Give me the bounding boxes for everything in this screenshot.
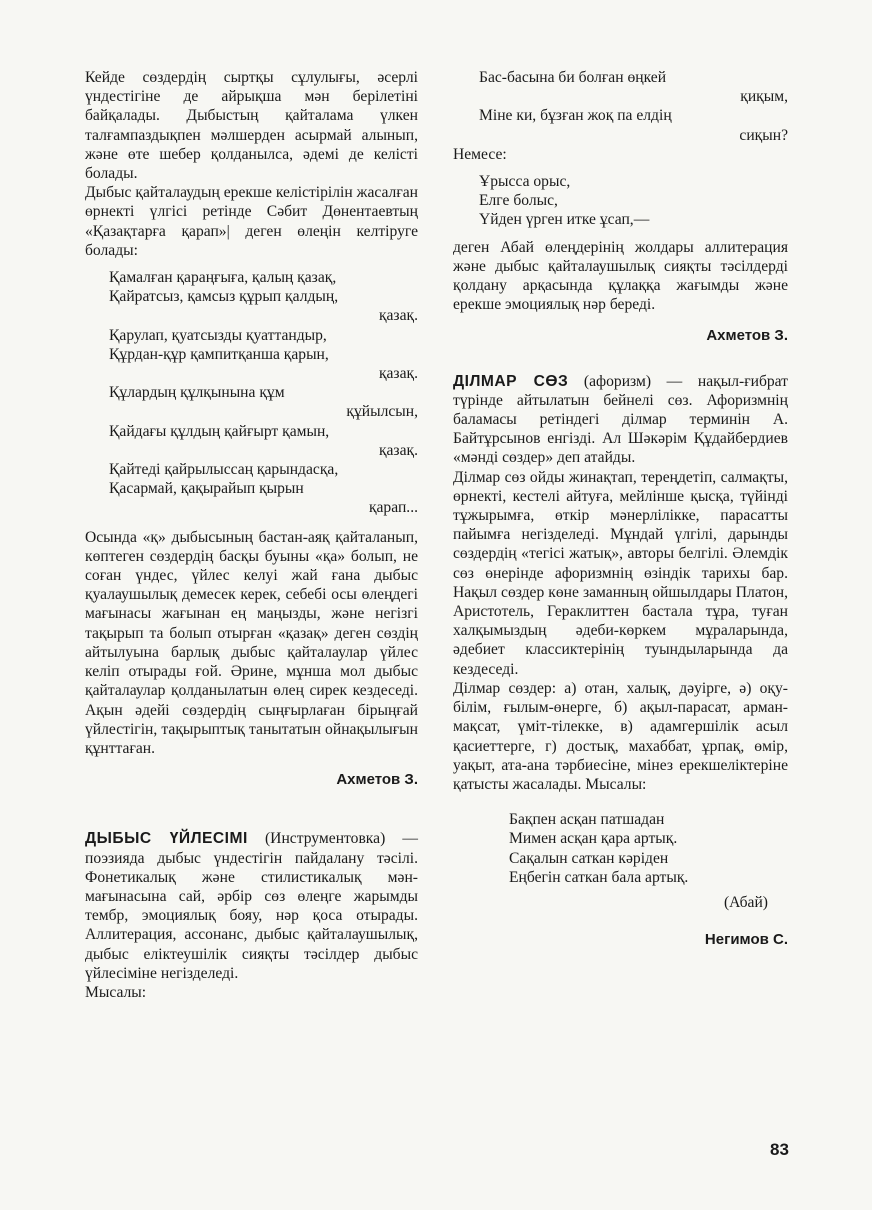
verse-line: сиқын? [739,126,788,144]
verse-line: Қайтеді қайрылыссаң қарындасқа, [109,461,339,479]
verse-line: Қайдағы құлдың қайғырт қамын, [109,422,330,440]
verse-line: Елге болыс, [479,192,558,210]
entry-definition: (афоризм) — нақыл-ғибрат түрінде айтылатын бейнелі сөз. Афоризмнің баламасы ретіндегі ділмар терминін А. Байтұрсынов енгізді. Ал Шәкәрім Құдайбердиев «мәнді сөздер» деп атайды. [453,372,789,467]
author-signature: Негимов С. [704,931,788,949]
paragraph: деген Абай өлеңдерінің жолдары аллитерация және дыбыс қайталаушылық сияқты тәсілдерді қолдану арқасында құлаққа жағымды және ерекше эмоциялық нәр береді. [453,238,788,314]
verse-line: Бас-басына би болған өңкей [479,69,667,86]
right-column [453,68,788,949]
paragraph: Осында «қ» дыбысының бастан-аяқ қайталанып, көптеген сөздердің басқы буыны «қа» болып, не соған үндес, үйлес келуі жай ғана дыбыс қуалаушылық демесек керек, себебі осы өлеңдегі мағынасы жағынан ең маңызды, және негізгі тақырып та болып отырған «қазақ» деген сөздің айтылуына барлық дыбыс қайталаулар үйлес келіп отырады ғой. Әрине, мұнша мол дыбыс қайталаулар қолданылатын өлең сирек кездеседі. Ақын әдейі сөздердің сыңғырлаған бірыңғай үйлестігін, тақырыптық танытатын ойнақылығын құнттаған. [85,528,418,757]
verse-line: қазақ. [378,441,418,459]
verse-line: қазақ. [378,307,418,325]
paragraph: Дыбыс қайталаудың ерекше келістірілін жасалған өрнекті үлгісі ретінде Сәбит Дөнентаевтың «Қазақтарға қарап»| деген өлеңін келтіруге болады: [85,184,418,259]
verse-line: Құлардың құлқынына құм [109,384,285,402]
verse-line: Міне ки, бұзған жоқ па елдің [479,107,672,125]
entry-heading: ДІЛМАР СӨЗ [453,372,569,390]
verse-line: Қарулап, қуатсызды қуаттандыр, [109,326,327,344]
verse-line: Еңбегін саткан бала артық. [509,868,689,886]
poem-verse [109,268,418,518]
paragraph: Кейде сөздердің сыртқы сұлулығы, әсерлі үндестігіне де айрықша мән берілетіні байқалады. Дыбыстың қайталама үлкен талғампаздықпен мәлшерден асырмай алынып, және өте шебер қолданылса, әдемі де келісті болады. [85,69,418,183]
verse-line: Қамалған қараңғыға, қалың қазақ, [109,269,337,287]
paragraph: Ділмар сөз ойды жинақтап, тереңдетіп, салмақты, өрнекті, кестелі айтуға, мейлінше қысқа, түйінді тұжырымға, өткір мәнерлілікке, парасатты пайымға негізделеді. Мұндай үлгілі, дарынды сөздердің «тегісі жатық», авторы белгілі. Әлемдік сөз өнерінде афоризмнің өзіндік тарихы бар. Нақыл сөздер көне заманның ойшылдары Платон, Аристотель, Гераклиттен бастала тұра, туған халқымыздың әдеби-көркем мұраларында, әдебиет классиктерінің туындыларында да кездеседі. [453,468,788,678]
verse-line: Құрдан-құр қампитқанша қарын, [109,345,329,363]
entry-definition: (Инструментовка) — поэзияда дыбыс үндестігін пайдалану тәсілі. Фонетикалық және стилистикалық мән-мағынасына сай, әрбір сөз өлеңге жарымды тембр, эмоциялық бояу, нәр қоса отырады. Аллитерация, ассонанс, дыбыс қайталаушылық, дыбыс еліктеушілік сияқты тәсілдер дыбыс үйлесіміне негізделеді. [85,830,418,982]
entry-paragraph [85,829,418,983]
poem-source: (Абай) [723,893,768,911]
poem-verse [479,172,788,230]
example-label: Мысалы: [85,983,147,1001]
paragraph: Ділмар сөздер: а) отан, халық, дәуірге, ә) оқу-білім, ғылым-өнерге, б) ақыл-парасат, арман-мақсат, үміт-тілекке, в) адамгершілік асыл қасиеттерге, г) достық, махаббат, ұрпақ, өмір, уақыт, ата-ана тәрбиесіне, мінез ерекшеліктеріне қатысты жасалады. Мысалы: [453,679,788,793]
verse-line: Үйден үрген итке ұсап,— [479,211,650,229]
verse-line: құйылсын, [346,403,418,421]
verse-line: Ұрысса орыс, [479,173,571,191]
left-column [85,68,418,1002]
verse-line: қазақ. [378,365,418,383]
entry-heading: ДЫБЫС ҮЙЛЕСІМІ [85,830,248,848]
verse-line: Қайратсыз, қамсыз құрып қалдың, [109,288,339,306]
verse-line: қарап... [368,499,418,517]
author-signature: Ахметов З. [336,771,418,789]
verse-line: Мимен асқан қара артық. [509,830,678,848]
verse-line: Бақпен асқан патшадан [509,811,665,829]
verse-line: қиқым, [740,88,788,106]
verse-line: Сақалын саткан кәріден [509,849,669,867]
author-signature: Ахметов З. [706,327,788,345]
or-label: Немесе: [453,145,507,163]
page-number: 83 [770,1140,789,1159]
poem-verse [479,68,788,145]
poem-verse [509,810,788,887]
entry-paragraph [453,372,788,468]
verse-line: Қасармай, қақырайып қырын [109,480,304,498]
